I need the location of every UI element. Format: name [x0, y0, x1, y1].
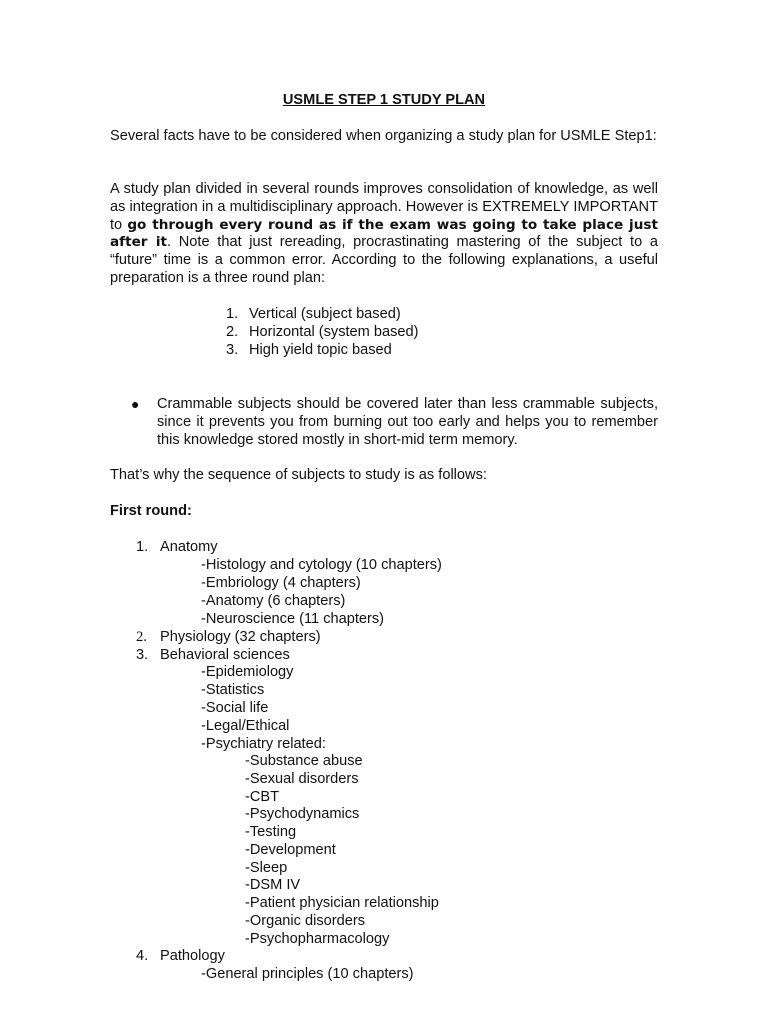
- subject-number: 4.: [136, 948, 149, 964]
- plan-item-number: 2.: [226, 324, 239, 340]
- plan-item-number: 3.: [226, 342, 239, 358]
- subtopic-item: -Psychiatry related:: [201, 736, 326, 752]
- rounds-paragraph-text-b: . Note that just rereading, procrastinating mastering of the subject to a “future” time is a common error. According to the following explanations, a useful preparation is a three round plan:: [110, 234, 658, 286]
- psychiatry-item: -Development: [245, 842, 336, 858]
- plan-item-label: Horizontal (system based): [249, 324, 419, 340]
- intro-paragraph: Several facts have to be considered when organizing a study plan for USMLE Step1:: [110, 128, 657, 144]
- subject-number: 2.: [136, 629, 147, 645]
- first-round-heading: First round:: [110, 503, 192, 519]
- rounds-paragraph-emphasis: go through every round as if the exam was going to take place just after it: [110, 216, 658, 251]
- document-title: USMLE STEP 1 STUDY PLAN: [282, 92, 486, 108]
- rounds-paragraph: [110, 181, 658, 288]
- subtopic-item: -Histology and cytology (10 chapters): [201, 557, 442, 573]
- subject-label: Anatomy: [160, 539, 218, 555]
- crammable-bullet-text: Crammable subjects should be covered later than less crammable subjects, since it prevents you from burning out too early and helps you to remember this knowledge stored mostly in short-mid term memory.: [157, 396, 658, 448]
- subject-number: 1.: [136, 539, 149, 555]
- subtopic-item: -Social life: [201, 700, 269, 716]
- psychiatry-item: -Substance abuse: [245, 753, 363, 769]
- psychiatry-item: -Sexual disorders: [245, 771, 359, 787]
- psychiatry-item: -Sleep: [245, 860, 288, 876]
- plan-item-label: High yield topic based: [249, 342, 392, 358]
- subject-label: Behavioral sciences: [160, 647, 290, 663]
- psychiatry-item: -Testing: [245, 824, 297, 840]
- psychiatry-item: -CBT: [245, 789, 280, 805]
- subtopic-item: -Neuroscience (11 chapters): [201, 611, 385, 627]
- psychiatry-item: -Organic disorders: [245, 913, 366, 929]
- psychiatry-item: -Patient physician relationship: [245, 895, 439, 911]
- rounds-paragraph-text-a: A study plan divided in several rounds improves consolidation of knowledge, as well as integration in a multidisciplinary approach. However is EXTREMELY IMPORTANT to: [110, 181, 658, 233]
- subject-label: Pathology: [160, 948, 225, 964]
- psychiatry-item: -DSM IV: [245, 877, 301, 893]
- sequence-text: That’s why the sequence of subjects to study is as follows:: [110, 467, 487, 483]
- subtopic-item: -General principles (10 chapters): [201, 966, 414, 982]
- subtopic-item: -Embriology (4 chapters): [201, 575, 361, 591]
- subtopic-item: -Statistics: [201, 682, 265, 698]
- subtopic-item: -Epidemiology: [201, 664, 294, 680]
- subject-number: 3.: [136, 647, 149, 663]
- subtopic-item: -Anatomy (6 chapters): [201, 593, 346, 609]
- psychiatry-item: -Psychodynamics: [245, 806, 360, 822]
- bullet-icon: ●: [131, 396, 140, 412]
- psychiatry-item: -Psychopharmacology: [245, 931, 390, 947]
- plan-item-number: 1.: [226, 306, 239, 322]
- plan-item-label: Vertical (subject based): [249, 306, 401, 322]
- subject-label: Physiology (32 chapters): [160, 629, 321, 645]
- subtopic-item: -Legal/Ethical: [201, 718, 290, 734]
